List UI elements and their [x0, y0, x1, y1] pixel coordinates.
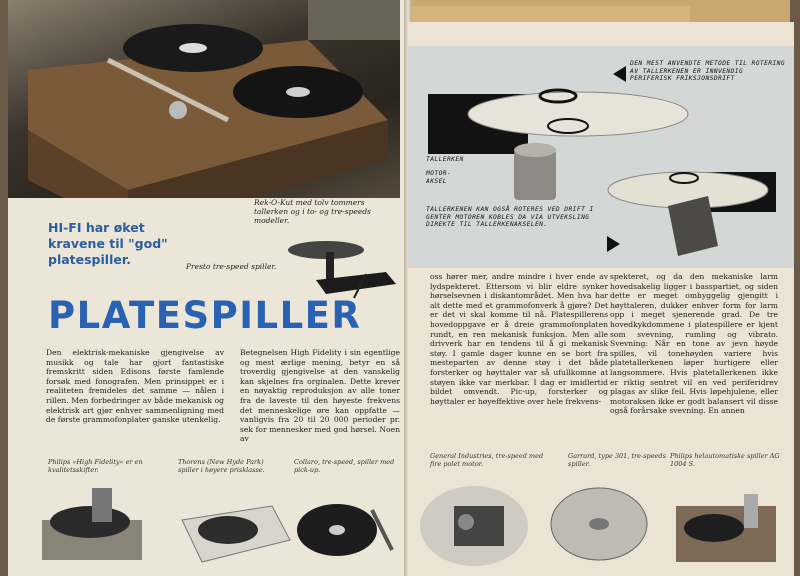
philips-automatic-player-image [676, 494, 776, 562]
annotation-top: DEN MEST ANVENDTE METODE TIL ROTERING AV TALLERKENEN ER INNVENDIG PERIFERISK FRIKSJONSDRIFT [630, 60, 786, 82]
left-page [8, 0, 408, 576]
drive-diagram [408, 46, 794, 268]
product-caption: Collaro, tre-speed, spiller med pick-up. [294, 458, 395, 474]
product-photos [414, 476, 788, 576]
product-caption: Philips »High Fidelity« er en kvalitetsskifter. [48, 458, 143, 474]
photo-caption: Rek-O-Kut med tolv tommers tallerken og i to- og tre-speeds modeller. [254, 198, 371, 225]
page-title: PLATESPILLER [48, 294, 362, 337]
annotation-tallerken: TALLERKEN [426, 156, 464, 163]
subtitle [48, 220, 188, 268]
general-industries-player-image [420, 486, 528, 566]
presto-turntable-image [286, 232, 398, 300]
subtitle-line: platespiller. [48, 252, 131, 267]
presto-caption: Presto tre-speed spiller. [186, 262, 277, 271]
subtitle-line: kravene til "god" [48, 236, 168, 251]
product-caption: General Industries, tre-speed med fire polet motor. [430, 452, 544, 468]
collaro-player-image [297, 504, 392, 556]
product-caption: Garrard, type 301, tre-speeds spiller. [568, 452, 666, 468]
body-column-2: Betegnelsen High Fidelity i sin egentlige og mest ærlige mening, betyr en så troverdig gjengivelse at den vanskelig kan skjelnes fra orginalen. Dette krever en nøyaktig reproduksjon av alle toner fra de laveste til den høyeste frekvens det menneskelige øre kan oppfatte — vanligvis fra 20 til 20 000 perioder pr. sek for mennesker med god hørsel. Noen av [240, 348, 400, 444]
body-column-1: Den elektrisk-mekaniske gjengivelse av musikk og tale har gjort fantastiske fremskritt siden Edisons første famlende forsøk med fonografen. Men prinsippet er i realiteten fremdeles det samme — nålen i rillen. Men forbedringer av både mekanisk og elektrisk art gjør enhver sammenligning med de første grammofonplater ganske utenkelig. [46, 348, 224, 425]
turntable-photo [8, 0, 400, 198]
subtitle-line: HI-FI har øket [48, 220, 145, 235]
product-caption: Philips helautomatiske spiller AG 1004 S. [670, 452, 780, 468]
philips-player-image [42, 488, 142, 560]
annotation-motoraksel: MOTOR-AKSEL [426, 170, 452, 185]
product-caption: Thorens (New Hyde Park) spiller i høyere prisklasse. [178, 458, 265, 474]
rek-o-kut-illustration [8, 0, 400, 198]
annotation-bottom: TALLERKENEN KAN OGSÅ ROTERES VED DRIFT I GENTER MOTOREN KOBLES DA VIA UTVEKSLING DIREKTE TIL TALLERKENAKSELEN. [426, 206, 594, 228]
product-photos [32, 480, 408, 576]
right-page [408, 22, 794, 576]
body-column-3: oss hører mer, andre mindre i hver ende av lydspekteret. Ettersom vi blir eldre synker hørselsevnen i diskantområdet. Men hva har alt dette med et grammofonverk å gjøre? Det er det vi skal komme til nå. Platespillerens hovedoppgave er å dreie grammofonplaten rundt, en ren mekanisk funksjon. Men alle drivverk har en tendens til å gi mekanisk støy. I gamle dager kunne en se bort fra mesteparten av denne støy i det både forsterker og høyttaler var så ufullkomne at støyen ikke var merkbar. I dag er imidlertid bildet omvendt. Pic-up, forsterker og høyttaler er høyeffektive over hele frekvens- [430, 272, 608, 406]
garrard-player-image [551, 488, 647, 560]
body-column-4: spekteret, og da den mekaniske larm hovedsakelig ligger i basspartiet, og siden dette er meget omhyggelig gjengitt i høyttaleren, dukker enhver form for larm opp i meget sjenerende grad. De tre hovedkykdommene i platespillere er kjent som svevning, rumling og vibrato. Svevning: Når en tone av jevn høyde spilles, vil tonehøyden variere hvis platetallerkenen løper hurtigere eller langsommere. Hvis platetallerkenen ikke er riktig sentret vil en ved periferidrev plagas av slike feil. Hvis løpehjulene, eller motoraksen ikke er godt balansert vil disse også forårsake svevning. En annen [610, 272, 778, 416]
thorens-player-image [182, 506, 290, 562]
